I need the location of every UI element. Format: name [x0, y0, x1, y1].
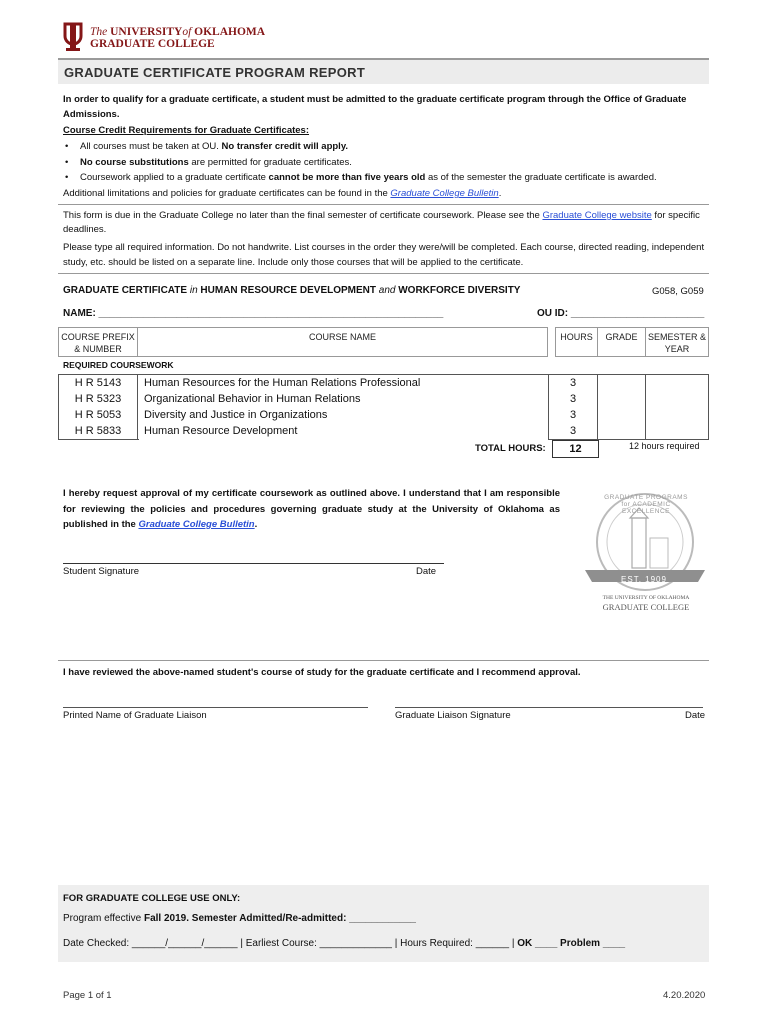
course-prefix: H R 5053	[58, 407, 138, 423]
course-hours: 3	[548, 391, 598, 407]
bullet-emphasis: No course substitutions	[80, 156, 189, 168]
student-date-label: Date	[416, 566, 437, 577]
student-signature-label: Student Signature	[63, 566, 140, 577]
bullet-emphasis: cannot be more than five years old	[268, 172, 426, 183]
student-signature-line[interactable]	[63, 563, 444, 564]
university-wordmark	[90, 26, 265, 50]
bullet-text: All courses must be taken at OU.	[80, 141, 222, 152]
program-name2: WORKFORCE DIVERSITY	[395, 285, 521, 296]
course-semester[interactable]	[646, 407, 709, 423]
course-table-header	[58, 327, 709, 357]
wordmark-the: The	[90, 26, 108, 38]
liaison-date-label: Date	[685, 710, 706, 721]
course-semester[interactable]	[646, 375, 709, 391]
col-prefix-header: COURSE PREFIX & NUMBER	[58, 327, 138, 357]
seal-college: GRADUATE COLLEGE	[602, 602, 690, 612]
wordmark-university: UNIVERSITY	[110, 26, 183, 38]
date-checked-row	[63, 938, 625, 949]
seal-arc-text: GRADUATE PROGRAMS for ACADEMIC EXCELLENCE	[604, 494, 688, 515]
office-use-box	[58, 885, 709, 962]
type-info-text: Please type all required information. Do not handwrite. List courses in the order they were/will be completed. Each course, directed reading, independent study, etc. should be listed on a separate line. Include only those courses that will be applied to the certificate.	[63, 242, 705, 268]
approval-text-b: .	[254, 519, 258, 530]
liaison-statement: I have reviewed the above-named student's course of study for the graduate certificate and I recommend approval.	[63, 667, 581, 678]
program-codes: G058, G059	[652, 286, 704, 297]
divider	[58, 660, 709, 661]
requirements-heading: Course Credit Requirements for Graduate Certificates:	[63, 125, 310, 136]
course-prefix: H R 5323	[58, 391, 138, 407]
program-prefix: GRADUATE CERTIFICATE	[63, 285, 190, 296]
qualify-text: In order to qualify for a graduate certificate, a student must be admitted to the graduate certificate program through the Office of Graduate Admissions.	[63, 94, 687, 120]
seal-est: EST. 1909	[621, 575, 667, 584]
course-semester[interactable]	[646, 391, 709, 407]
course-name: Human Resources for the Human Relations Professional	[144, 377, 421, 389]
table-row	[58, 423, 709, 439]
program-effective	[63, 913, 416, 924]
bullet-emphasis: No transfer credit will apply.	[221, 141, 349, 152]
course-grade[interactable]	[598, 407, 646, 423]
ok-problem-text: OK ____ Problem ____	[517, 938, 626, 949]
col-grade-header: GRADE	[598, 327, 646, 357]
due-text	[63, 209, 708, 237]
liaison-name-line[interactable]	[63, 707, 368, 708]
liaison-signature-line[interactable]	[395, 707, 703, 708]
table-row	[58, 407, 709, 423]
wordmark-college: GRADUATE COLLEGE	[90, 38, 215, 50]
office-use-heading: FOR GRADUATE COLLEGE USE ONLY:	[63, 893, 241, 904]
website-link[interactable]: Graduate College website	[542, 210, 652, 221]
seal-university: THE UNIVERSITY OF OKLAHOMA	[602, 595, 690, 601]
program-in: in	[189, 285, 198, 296]
title-bar	[58, 58, 709, 84]
list-item	[63, 139, 711, 155]
divider	[58, 204, 709, 205]
additional-text-b: .	[498, 188, 502, 199]
page-title: GRADUATE CERTIFICATE PROGRAM REPORT	[64, 65, 366, 80]
course-hours: 3	[548, 407, 598, 423]
date-checked-text: Date Checked: ______/______/______ | Earliest Course: _____________ | Hours Required: ______ |	[63, 938, 518, 949]
program-effective-value: Fall 2019. Semester Admitted/Re-admitted: ____________	[143, 913, 416, 924]
liaison-signature-label: Graduate Liaison Signature	[395, 710, 511, 721]
list-item	[63, 170, 711, 186]
bullet-text: are permitted for graduate certificates.	[188, 156, 352, 168]
bullet-text: Coursework applied to a graduate certificate	[80, 172, 269, 183]
approval-text-a: I hereby request approval of my certificate coursework as outlined above. I understand that I am responsible for reviewing the policies and procedures governing graduate study at the University of Oklahoma as published in the	[63, 488, 560, 530]
ou-id-field[interactable]: OU ID: ________________________	[537, 308, 705, 319]
total-hours-value: 12	[552, 440, 599, 458]
additional-text	[63, 186, 708, 201]
course-name: Organizational Behavior in Human Relations	[144, 393, 361, 405]
table-row	[58, 375, 709, 391]
program-title	[63, 285, 520, 296]
course-semester[interactable]	[646, 423, 709, 439]
table-row	[58, 391, 709, 407]
program-effective-label: Program effective	[63, 913, 144, 924]
approval-statement	[63, 486, 560, 533]
course-grade[interactable]	[598, 391, 646, 407]
required-coursework-label: REQUIRED COURSEWORK	[63, 360, 174, 370]
course-prefix: H R 5143	[58, 375, 138, 391]
course-prefix: H R 5833	[58, 423, 138, 439]
bulletin-link[interactable]: Graduate College Bulletin	[390, 188, 499, 199]
bulletin-link[interactable]: Graduate College Bulletin	[138, 519, 255, 530]
course-hours: 3	[548, 375, 598, 391]
due-text-a: This form is due in the Graduate College no later than the final semester of certificate coursework. Please see the	[63, 210, 543, 221]
col-semester-header: SEMESTER & YEAR	[646, 327, 709, 357]
col-name-header: COURSE NAME	[138, 327, 548, 357]
wordmark-oklahoma: OKLAHOMA	[194, 26, 266, 38]
total-hours-label: TOTAL HOURS:	[475, 443, 546, 454]
course-name: Human Resource Development	[144, 425, 298, 437]
liaison-printed-name-label: Printed Name of Graduate Liaison	[63, 710, 207, 721]
course-grade[interactable]	[598, 375, 646, 391]
list-item	[63, 155, 711, 171]
program-and: and	[378, 285, 396, 296]
course-grade[interactable]	[598, 423, 646, 439]
page-number: Page 1 of 1	[63, 990, 112, 1001]
bullet-text: as of the semester the graduate certificate is awarded.	[425, 172, 657, 183]
due-text-b: for specific deadlines.	[63, 210, 700, 235]
additional-text-a: Additional limitations and policies for graduate certificates can be found in the	[63, 188, 391, 199]
program-name: HUMAN RESOURCE DEVELOPMENT	[197, 285, 379, 296]
requirements-list	[63, 139, 711, 186]
wordmark-of: of	[182, 26, 192, 38]
divider	[58, 273, 709, 274]
hours-required-note: 12 hours required	[629, 441, 700, 451]
col-hours-header: HOURS	[555, 327, 598, 357]
course-hours: 3	[548, 423, 598, 439]
version-date: 4.20.2020	[663, 990, 706, 1001]
ou-logo-icon	[62, 22, 84, 52]
name-field[interactable]: NAME: ______________________________________________________________	[63, 308, 444, 319]
course-name: Diversity and Justice in Organizations	[144, 409, 328, 421]
